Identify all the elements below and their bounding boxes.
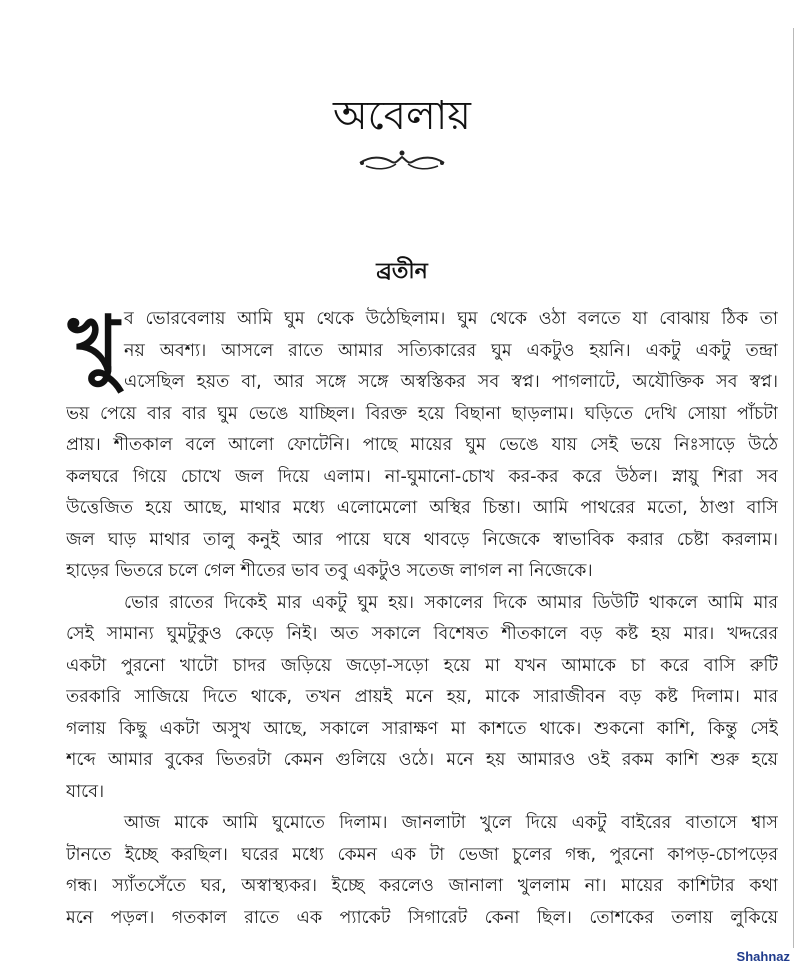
text-line: ভোর রাতের দিকেই মার একটু ঘুম হয়। সকালের দিকে আমার ডিউটি থাকলে আমি মার: [124, 592, 778, 613]
page-edge-line: [793, 28, 794, 948]
text-line: প্রায়। শীতকাল বলে আলো ফোটেনি। পাছে মায়ের ঘুম ভেঙে যায় সেই ভয়ে নিঃসাড়ে উঠে: [66, 435, 778, 455]
text-line: জল ঘাড় মাথার তালু কনুই আর পায়ে ঘষে থাবড়ে নিজেকে স্বাভাবিক করার চেষ্টা করলাম।: [66, 529, 778, 550]
text-line: গলায় কিছু একটা অসুখ আছে, সকালে সারাক্ষণ মা কাশতে থাকে। শুকনো কাশি, কিন্তু সেই: [66, 718, 778, 739]
author-name: ব্রতীন: [376, 259, 428, 284]
text-line: টানতে ইচ্ছে করছিল। ঘরের মধ্যে কেমন এক টা ভেজা চুলের গন্ধ, পুরনো কাপড়-চোপড়ের: [66, 844, 778, 865]
ornament-icon: [352, 148, 452, 174]
text-line: কলঘরে গিয়ে চোখে জল দিয়ে এলাম। না-ঘুমানো-চোখ কর-কর করে উঠল। স্নায়ু শিরা সব: [66, 466, 778, 487]
text-line: তরকারি সাজিয়ে দিতে থাকে, তখন প্রায়ই মনে হয়, মাকে সারাজীবন বড় কষ্ট দিলাম। মার: [66, 687, 778, 707]
text-line: গন্ধ। স্যাঁতসেঁতে ঘর, অস্বাস্থ্যকর। ইচ্ছে করলেও জানালা খুললাম না। মায়ের কাশিটার কথা: [66, 876, 778, 896]
text-line: হাড়ের ভিতরে চলে গেল শীতের ভাব তবু একটুও সতেজ লাগল না নিজেকে।: [66, 561, 593, 581]
chapter-title: অবেলায়: [333, 93, 471, 139]
text-line: উত্তেজিত হয়ে আছে, মাথার মধ্যে এলোমেলো অস্থির চিন্তা। আমি পাথরের মতো, ঠাণ্ডা বাসি: [66, 498, 778, 518]
text-line: এসেছিল হয়ত বা, আর সঙ্গে সঙ্গে অস্বস্তিকর সব স্বপ্ন। পাগলাটে, অযৌক্তিক সব স্বপ্ন।: [124, 372, 778, 392]
text-line: সেই সামান্য ঘুমটুকুও কেড়ে নিই। অত সকালে বিশেষত শীতকালে বড় কষ্ট হয় মার। খদ্দরের: [66, 624, 778, 644]
story-body: [66, 300, 778, 934]
drop-cap: খু: [68, 300, 120, 390]
text-line: ভয় পেয়ে বার বার ঘুম ভেঙে যাচ্ছিল। বিরক্ত হয়ে বিছানা ছাড়লাম। ঘড়িতে দেখি সোয়া পাঁচটা: [66, 403, 778, 424]
text-line: একটা পুরনো খাটো চাদর জড়িয়ে জড়ো-সড়ো হয়ে মা যখন আমাকে চা করে বাসি রুটি: [66, 655, 778, 676]
text-line: মনে পড়ল। গতকাল রাতে এক প্যাকেট সিগারেট কেনা ছিল। তোশকের তলায় লুকিয়ে: [66, 907, 778, 928]
text-line: ব ভোরবেলায় আমি ঘুম থেকে উঠেছিলাম। ঘুম থেকে ওঠা বলতে যা বোঝায় ঠিক তা: [124, 309, 778, 329]
text-line: যাবে।: [66, 781, 105, 802]
text-line: নয় অবশ্য। আসলে রাতে আমার সত্যিকারের ঘুম একটুও হয়নি। একটু একটু তন্দ্রা: [124, 340, 778, 361]
text-line: আজ মাকে আমি ঘুমোতে দিলাম। জানলাটা খুলে দিয়ে একটু বাইরের বাতাসে শ্বাস: [124, 813, 778, 833]
watermark: Shahnaz: [736, 949, 790, 964]
text-line: শব্দে আমার বুকের ভিতরটা কেমন গুলিয়ে ওঠে। মনে হয় আমারও ওই রকম কাশি শুরু হয়ে: [66, 750, 778, 770]
